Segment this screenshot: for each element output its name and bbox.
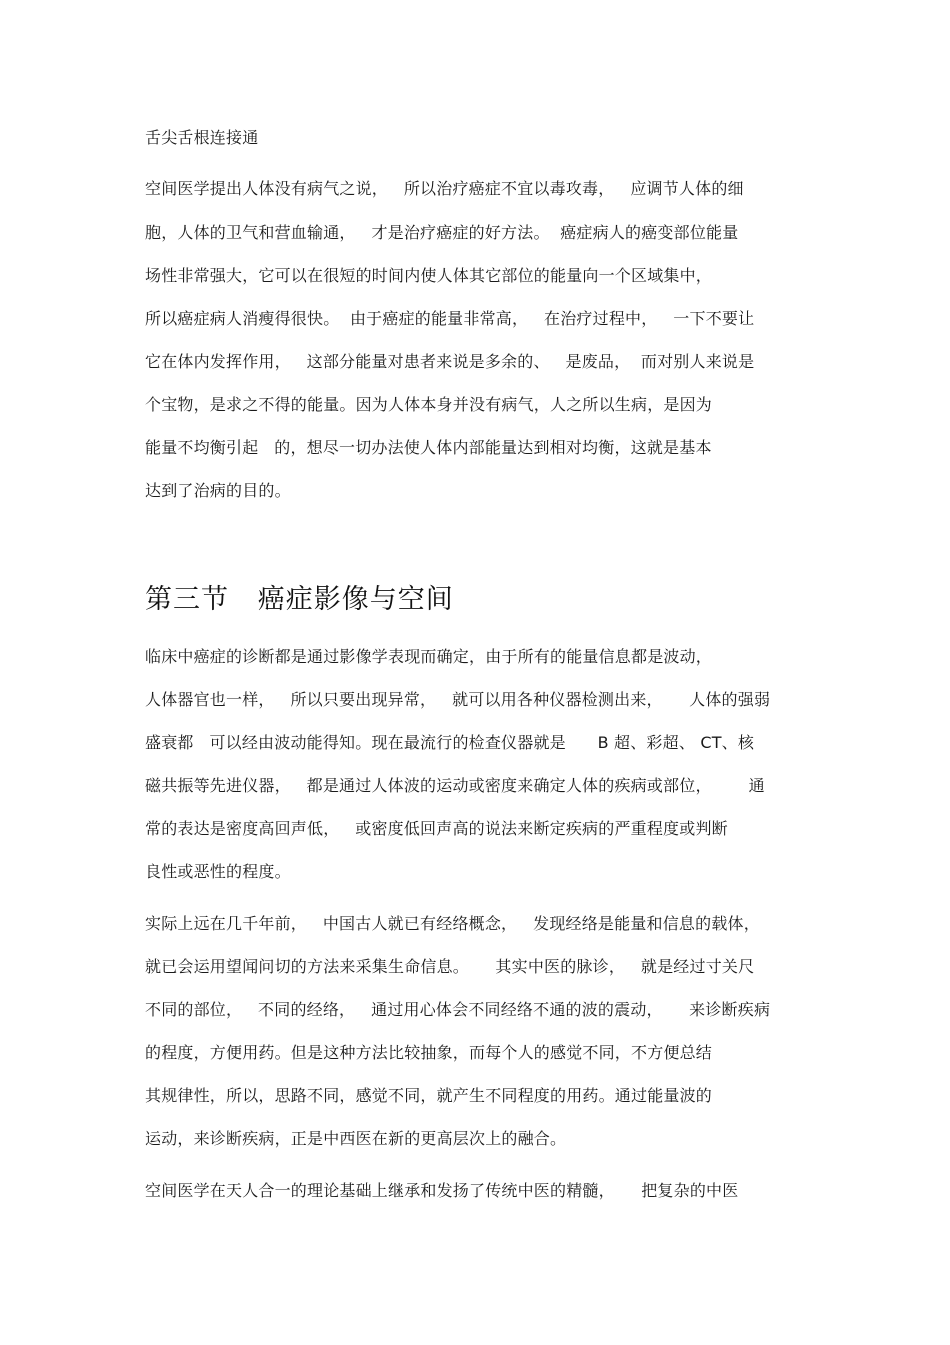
paragraph-2-line: 人体器官也一样， 所以只要出现异常， 就可以用各种仪器检测出来， 人体的强弱	[145, 690, 771, 709]
paragraph-3-line: 其规律性，所以，思路不同，感觉不同，就产生不同程度的用药。通过能量波的	[145, 1086, 713, 1105]
paragraph-1-line: 达到了治病的目的。	[145, 481, 291, 500]
section-heading: 第三节 癌症影像与空间	[145, 584, 454, 615]
paragraph-3-line: 的程度，方便用药。但是这种方法比较抽象，而每个人的感觉不同，不方便总结	[145, 1043, 713, 1062]
paragraph-1-line: 胞，人体的卫气和营血输通， 才是治疗癌症的好方法。 癌症病人的癌变部位能量	[145, 223, 739, 242]
paragraph-3-line: 实际上远在几千年前， 中国古人就已有经络概念， 发现经络是能量和信息的载体，	[145, 914, 760, 933]
paragraph-2-line: 磁共振等先进仪器， 都是通过人体波的运动或密度来确定人体的疾病或部位， 通	[145, 776, 765, 795]
paragraph-2-line: 良性或恶性的程度。	[145, 862, 291, 881]
paragraph-1-line: 场性非常强大，它可以在很短的时间内使人体其它部位的能量向一个区域集中，	[145, 266, 713, 285]
paragraph-3-line: 就已会运用望闻问切的方法来采集生命信息。 其实中医的脉诊， 就是经过寸关尺	[145, 957, 755, 976]
intro-line: 舌尖舌根连接通	[145, 128, 259, 147]
paragraph-2-line: 临床中癌症的诊断都是通过影像学表现而确定，由于所有的能量信息都是波动，	[145, 647, 713, 666]
paragraph-2-line: 常的表达是密度高回声低， 或密度低回声高的说法来断定疾病的严重程度或判断	[145, 819, 728, 838]
paragraph-1-line: 所以癌症病人消瘦得很快。 由于癌症的能量非常高， 在治疗过程中， 一下不要让	[145, 309, 755, 328]
paragraph-3-line: 不同的部位， 不同的经络， 通过用心体会不同经络不通的波的震动， 来诊断疾病	[145, 1000, 771, 1019]
paragraph-1-line: 它在体内发挥作用， 这部分能量对患者来说是多余的、 是废品， 而对别人来说是	[145, 352, 755, 371]
paragraph-1-line: 个宝物，是求之不得的能量。因为人体本身并没有病气，人之所以生病，是因为	[145, 395, 713, 414]
paragraph-1-line: 能量不均衡引起 的，想尽一切办法使人体内部能量达到相对均衡，这就是基本	[145, 438, 712, 457]
paragraph-1-line: 空间医学提出人体没有病气之说， 所以治疗癌症不宜以毒攻毒， 应调节人体的细	[145, 179, 744, 198]
paragraph-4-line: 空间医学在天人合一的理论基础上继承和发扬了传统中医的精髓， 把复杂的中医	[145, 1181, 739, 1200]
paragraph-3-line: 运动，来诊断疾病，正是中西医在新的更高层次上的融合。	[145, 1129, 567, 1148]
paragraph-2-line: 盛衰都 可以经由波动能得知。现在最流行的检查仪器就是 B 超、彩超、 CT、核	[145, 733, 755, 752]
